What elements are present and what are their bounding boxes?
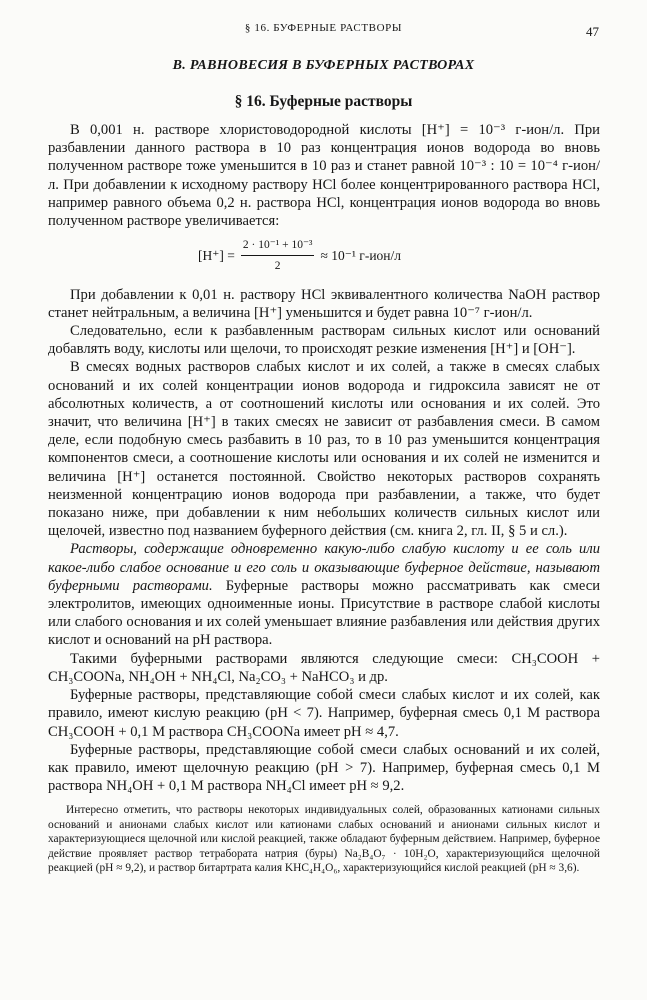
paragraph-7: Буферные растворы, представляющие собой смеси слабых кислот и их солей, как правило, имеют кислую реакцию (pH < 7). Например, буферная смесь 0,1 M раствора CH₃COOH + 0,1 M раствора CH₃COONa имеет pH ≈ 4,7. — [48, 687, 600, 740]
formula-lhs: [H⁺] = — [198, 247, 235, 263]
paragraph-2: При добавлении к 0,01 н. раствору HCl эквивалентного количества NaOH раствор станет нейтральным, а величина [H⁺] уменьшится и будет равна 10⁻⁷ г-ион/л. — [48, 286, 600, 321]
paragraph-5-rest: Буферные растворы можно рассматривать как смеси электролитов, имеющих одноименные ионы. Присутствие в растворе слабой кислоты или слабого основания и их солей уменьшает влияние разбавления или действия других кислот и оснований на pH раствора. — [48, 577, 601, 649]
paragraph-1: В 0,001 н. растворе хлористоводородной кислоты [H⁺] = 10⁻³ г-ион/л. При разбавлении данного раствора в 10 раз концентрация ионов водорода во вновь полученном растворе тоже уменьшится в 10 раз и станет равной 10⁻³ : 10 = 10⁻⁴ г-ион/л. При добавлении к исходному раствору HCl более концентрированного раствора HCl, например равного объема 0,2 н. раствора HCl, концентрация ионов водорода во вновь полученном растворе увеличивается: — [48, 122, 600, 230]
formula — [198, 236, 600, 275]
footnote — [48, 803, 600, 875]
paragraph-5 — [48, 540, 600, 649]
formula-denominator: 2 — [274, 260, 281, 273]
paragraph-8: Буферные растворы, представляющие собой смеси слабых оснований и их солей, как правило, имеют щелочную реакцию (pH > 7). Например, буферная смесь 0,1 M раствора NH₄OH + 0,1 M раствора NH₄Cl имеет pH ≈ 9,2. — [48, 741, 600, 795]
footnote-text: Интересно отметить, что растворы некоторых индивидуальных солей, образованных катионами сильных оснований и анионами слабых кислот или катионами слабых оснований и анионами сильных кислот и характеризующиеся щелочной или кислой реакцией, также обладают буферным действием. Например, буферное действие проявляет раствор тетрабората натрия (буры) Na₂B₄O₇ · 10H₂O, характеризующийся щелочной реакцией (pH ≈ 9,2), и раствор битартрата калия KHC₄H₄O₆, характеризующийся кислой реакцией (pH ≈ 3,6). — [48, 804, 600, 874]
section-heading: В. РАВНОВЕСИЯ В БУФЕРНЫХ РАСТВОРАХ — [172, 58, 475, 73]
paragraph-4: В смесях водных растворов слабых кислот и их солей, а также в смесях слабых оснований и их солей концентрации ионов водорода и гидроксила зависят не от абсолютных количеств, а от соотношений кислоты или основания и их солей. Это значит, что величина [H⁺] в таких смесях не зависит от разбавления смеси. В самом деле, если подобную смесь разбавить в 10 раз, то в 10 раз уменьшится концентрация компонентов смеси, а соотношение кислоты или основания и их солей не изменится и величина [H⁺] останется постоянной. Свойство некоторых растворов сохранять неизменной концентрацию ионов водорода при разбавлении, а также, что будет показано ниже, при добавлении к ним небольших количеств сильных кислот или щелочей, известно под названием буферного действия (см. книга 2, гл. II, § 5 и сл.). — [48, 359, 600, 540]
page-number: 47 — [586, 24, 599, 39]
formula-rhs: ≈ 10⁻¹ г-ион/л — [320, 247, 402, 263]
formula-fraction — [241, 236, 315, 275]
buffer-definition: Растворы, содержащие одновременно какую-либо слабую кислоту и ее соль или какое-либо слабое основание и его соль и оказывающие буферное действие, называют буферными растворами. — [48, 541, 600, 594]
paragraph-title: § 16. Буферные растворы — [234, 93, 413, 110]
running-head: § 16. БУФЕРНЫЕ РАСТВОРЫ — [244, 22, 403, 34]
paragraph-3: Следовательно, если к разбавленным растворам сильных кислот или оснований добавлять воду, кислоты или щелочи, то происходят резкие изменения [H⁺] и [OH⁻]. — [48, 323, 600, 358]
body-text — [48, 121, 600, 875]
paragraph-6: Такими буферными растворами являются следующие смеси: CH₃COOH + CH₃COONa, NH₄OH + NH₄Cl, Na₂CO₃ + NaHCO₃ и др. — [48, 650, 600, 685]
formula-numerator: 2 · 10⁻¹ + 10⁻³ — [241, 236, 315, 256]
